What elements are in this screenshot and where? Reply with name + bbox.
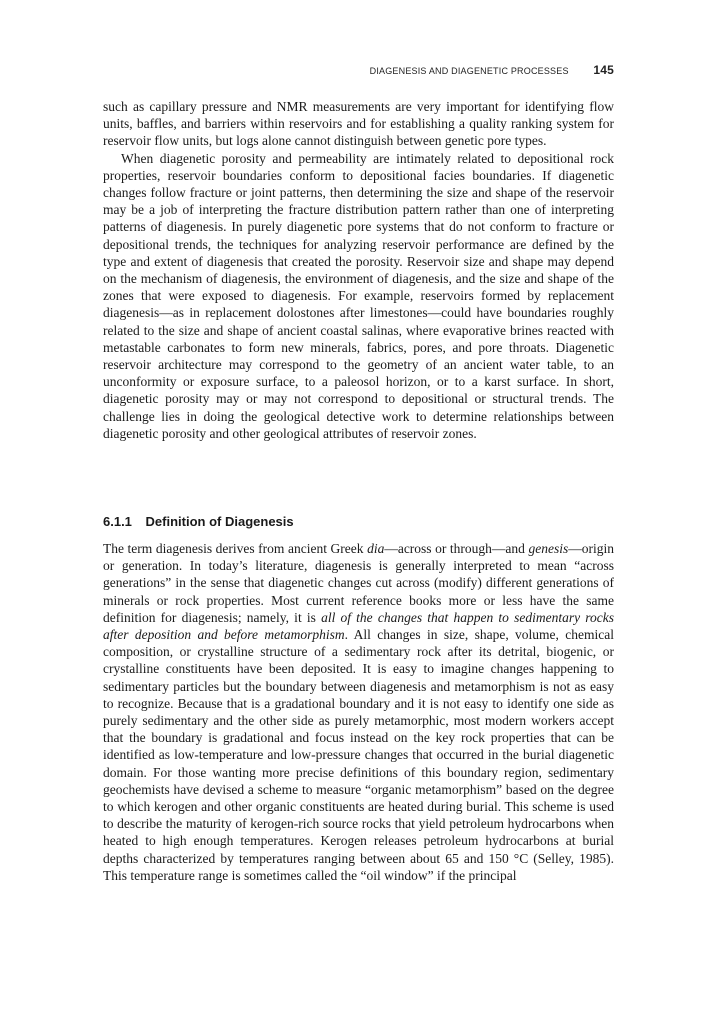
section-title: Definition of Diagenesis (145, 514, 294, 529)
italic-definition: all of the changes that happen to sedimentary rocks after deposition and before metamorphism (103, 609, 614, 643)
running-header (103, 63, 614, 77)
section-heading (103, 514, 294, 529)
paragraph-definition (103, 540, 614, 884)
text-run: . All changes in size, shape, volume, chemical composition, or crystalline structure of a sedimentary rock after its detrital, biogenic, or crystalline constituents have been deposited. It is easy to imagine changes happening to sedimentary particles but the boundary between diagenesis and metamorphism is not as easy to recognize. Because that is a gradational boundary and it is not easy to identify one side as purely sedimentary and the other side as purely metamorphic, most modern workers accept that the boundary is gradational and focus instead on the key rock properties that can be identified as low-temperature and low-pressure changes that occurred in the burial diagenetic domain. For those wanting more precise definitions of this boundary region, sedimentary geochemists have devised a scheme to measure “organic metamorphism” based on the degree to which kerogen and other organic constituents are heated during burial. This scheme is used to describe the maturity of kerogen-rich source rocks that yield petroleum hydrocarbons when heated to high enough temperatures. Kerogen releases petroleum hydrocarbons at burial depths characterized by temperatures ranging between about 65 and 150 °C (Selley, 1985). This temperature range is sometimes called the “oil window” if the principal (103, 627, 614, 883)
text-run: —across or through—and (384, 541, 529, 556)
running-title: DIAGENESIS AND DIAGENETIC PROCESSES (369, 66, 569, 76)
page-number: 145 (593, 63, 614, 77)
section-number: 6.1.1 (103, 514, 132, 529)
paragraph-continued: such as capillary pressure and NMR measurements are very important for identifying flow units, baffles, and barriers within reservoirs and for establishing a quality ranking system for reservoir flow units, but logs alone cannot distinguish between genetic pore types. (103, 99, 614, 149)
text-run: The term diagenesis derives from ancient Greek (103, 541, 368, 556)
italic-term-genesis: genesis (528, 541, 569, 556)
paragraph-reservoir-boundaries: When diagenetic porosity and permeability are intimately related to depositional rock properties, reservoir boundaries conform to depositional facies boundaries. If diagenetic changes follow fracture or joint patterns, then determining the size and shape of the reservoir may be a job of interpreting the fracture distribution pattern rather than one of interpreting patterns of diagenesis. In purely diagenetic pore systems that do not conform to fracture or depositional trends, the techniques for analyzing reservoir performance are defined by the type and extent of diagenesis that created the porosity. Reservoir size and shape may depend on the mechanism of diagenesis, the environment of diagenesis, and the size and shape of the zones that were exposed to diagenesis. For example, reservoirs formed by replacement diagenesis—as in replacement dolostones after limestones—could have boundaries roughly related to the size and shape of ancient coastal salinas, where evaporative brines reacted with metastable carbonates to form new minerals, fabrics, pores, and pore throats. Diagenetic reservoir architecture may correspond to the geometry of an ancient water table, to an unconformity or exposure surface, to a paleosol horizon, or to a karst surface. In short, diagenetic porosity may or may not correspond to depositional or structural trends. The challenge lies in doing the geological detective work to determine relationships between diagenetic porosity and other geological attributes of reservoir zones. (103, 150, 614, 441)
italic-term-dia: dia (367, 541, 385, 556)
body-text-top (103, 98, 614, 442)
body-text-definition (103, 540, 614, 884)
text-run: —origin or generation. In today’s literature, diagenesis is generally interpreted to mean “across generations” in the sense that diagenetic changes cut across (modify) different generations of minerals or rock properties. Most current reference books more or less have the same definition for diagenesis; namely, it is (103, 541, 614, 625)
